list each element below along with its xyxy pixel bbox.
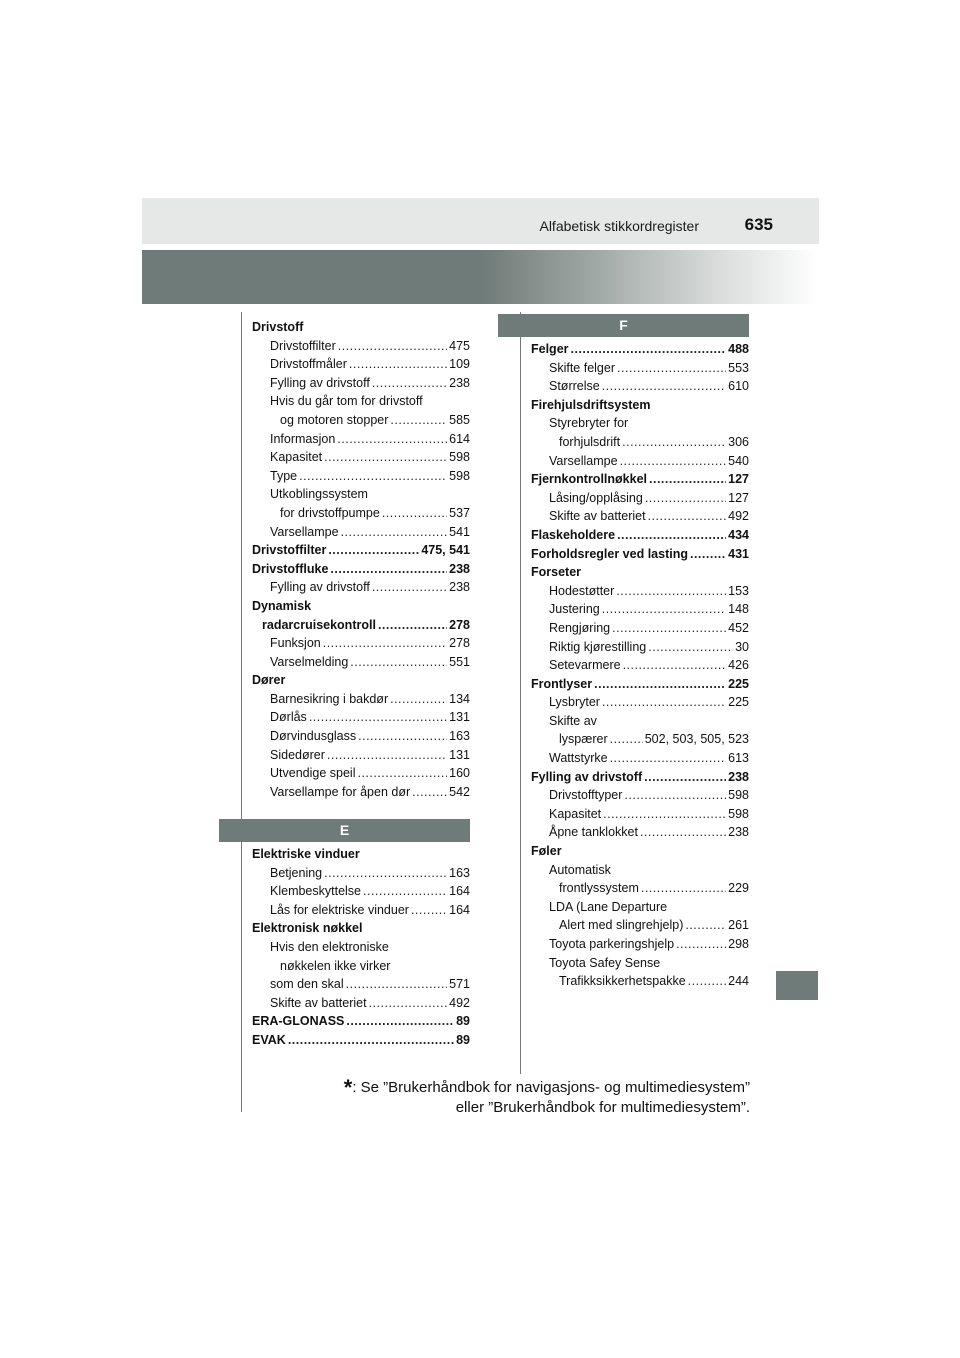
index-entry: Informasjon ..... 614 (252, 430, 470, 449)
index-entry: Alert med slingrehjelp) ..... 261 (531, 916, 749, 935)
index-entry: Wattstyrke ..... 613 (531, 749, 749, 768)
index-entry: Dørlås ..... 131 (252, 708, 470, 727)
index-entry: og motoren stopper ..... 585 (252, 411, 470, 430)
index-entry-main: Frontlyser ..... 225 (531, 675, 749, 694)
footnote-line-2: eller ”Brukerhåndbok for multimediesystem”. (455, 1099, 750, 1116)
index-entry: Drivstoffmåler ..... 109 (252, 355, 470, 374)
index-entry: Setevarmere ..... 426 (531, 656, 749, 675)
index-entry: Skifte av batteriet ..... 492 (252, 994, 470, 1013)
index-entry: Type ..... 598 (252, 467, 470, 486)
index-entry: Riktig kjørestilling ..... 30 (531, 638, 749, 657)
index-entry: Varselmelding ..... 551 (252, 653, 470, 672)
index-entry: Drivstoffilter ..... 475 (252, 337, 470, 356)
index-entry-text: nøkkelen ikke virker (280, 958, 391, 973)
header-title: Alfabetisk stikkordregister (539, 218, 699, 234)
index-entry: Funksjon ..... 278 (252, 634, 470, 653)
index-entry: som den skal ..... 571 (252, 975, 470, 994)
index-column-right (531, 340, 749, 991)
index-entry: Kapasitet ..... 598 (252, 448, 470, 467)
left-margin-rule (241, 312, 242, 1112)
index-entry: Låsing/opplåsing ..... 127 (531, 489, 749, 508)
index-entry-text: LDA (Lane Departure (549, 899, 668, 914)
index-entry: Varsellampe ..... 541 (252, 523, 470, 542)
index-entry: Dørvindusglass ..... 163 (252, 727, 470, 746)
index-entry-main: Fjernkontrollnøkkel ..... 127 (531, 470, 749, 489)
index-entry: Fylling av drivstoff ..... 238 (252, 578, 470, 597)
index-entry-text: Toyota Safey Sense (549, 955, 661, 970)
index-entry-main: EVAK ..... 89 (252, 1031, 470, 1050)
footnote-asterisk: * (343, 1075, 353, 1100)
index-entry: Kapasitet ..... 598 (531, 805, 749, 824)
index-heading: Dynamisk (252, 598, 312, 613)
index-heading: Elektronisk nøkkel (252, 921, 363, 936)
index-heading: Dører (252, 673, 286, 688)
footnote (343, 1075, 750, 1118)
index-entry: Trafikksikkerhetspakke ..... 244 (531, 972, 749, 991)
index-entry: forhjulsdrift ..... 306 (531, 433, 749, 452)
index-entry: Åpne tanklokket ..... 238 (531, 823, 749, 842)
index-entry: lyspærer ..... 502, 503, 505, 523 (531, 730, 749, 749)
section-thumb-tab (776, 971, 818, 1000)
index-entry-main: Felger ..... 488 (531, 340, 749, 359)
index-entry: Varsellampe for åpen dør ..... 542 (252, 783, 470, 802)
index-entry: frontlyssystem ..... 229 (531, 879, 749, 898)
index-entry-main: Drivstoffilter ..... 475, 541 (252, 541, 470, 560)
index-entry: Fylling av drivstoff ..... 238 (252, 374, 470, 393)
header-bar (142, 198, 819, 244)
index-entry: Drivstofftyper ..... 598 (531, 786, 749, 805)
index-entry-text: Automatisk (549, 862, 611, 877)
index-entry: Lysbryter ..... 225 (531, 693, 749, 712)
index-entry: Varsellampe ..... 540 (531, 452, 749, 471)
index-column-left-lower (252, 845, 470, 1050)
index-entry-main: Forholdsregler ved lasting ..... 431 (531, 545, 749, 564)
index-entry-text: Hvis den elektroniske (270, 939, 389, 954)
index-entry-main: Flaskeholdere ..... 434 (531, 526, 749, 545)
index-entry-main: Fylling av drivstoff ..... 238 (531, 768, 749, 787)
index-entry: Skifte felger ..... 553 (531, 359, 749, 378)
index-entry: Lås for elektriske vinduer ..... 164 (252, 901, 470, 920)
page-number: 635 (744, 215, 773, 234)
index-entry: Justering ..... 148 (531, 600, 749, 619)
index-entry: Rengjøring ..... 452 (531, 619, 749, 638)
index-column-left-e (219, 819, 470, 848)
index-entry: Sidedører ..... 131 (252, 746, 470, 765)
index-heading: Drivstoff (252, 320, 304, 334)
index-entry: Utvendige speil ..... 160 (252, 764, 470, 783)
section-header-f: F (498, 314, 749, 337)
index-entry: Klembeskyttelse ..... 164 (252, 882, 470, 901)
index-entry: Betjening ..... 163 (252, 864, 470, 883)
index-entry: Toyota parkeringshjelp ..... 298 (531, 935, 749, 954)
index-column-right-f (498, 314, 749, 343)
index-heading: Føler (531, 844, 562, 859)
index-heading: Elektriske vinduer (252, 847, 360, 861)
index-heading: Forseter (531, 565, 582, 580)
section-header-e: E (219, 819, 470, 842)
index-entry-text: Utkoblingssystem (270, 487, 368, 502)
footnote-line-1: : Se ”Brukerhåndbok for navigasjons- og multimediesystem” (352, 1079, 750, 1096)
index-entry: for drivstoffpumpe ..... 537 (252, 504, 470, 523)
index-heading: Firehjulsdriftsystem (531, 397, 651, 412)
index-entry-text: Hvis du går tom for drivstoff (270, 394, 423, 409)
index-entry-text: Styrebryter for (549, 416, 629, 431)
index-entry: Hodestøtter ..... 153 (531, 582, 749, 601)
index-entry-text: Skifte av (549, 713, 597, 728)
index-entry-main: Drivstoffluke ..... 238 (252, 560, 470, 579)
index-entry: Skifte av batteriet ..... 492 (531, 507, 749, 526)
index-entry-main: ERA-GLONASS ..... 89 (252, 1012, 470, 1031)
index-entry: Størrelse ..... 610 (531, 377, 749, 396)
index-entry-main: radarcruisekontroll ..... 278 (252, 616, 470, 635)
header-band (142, 250, 819, 304)
index-entry: Barnesikring i bakdør ..... 134 (252, 690, 470, 709)
index-column-left (252, 318, 470, 801)
column-divider-rule (520, 312, 521, 1074)
